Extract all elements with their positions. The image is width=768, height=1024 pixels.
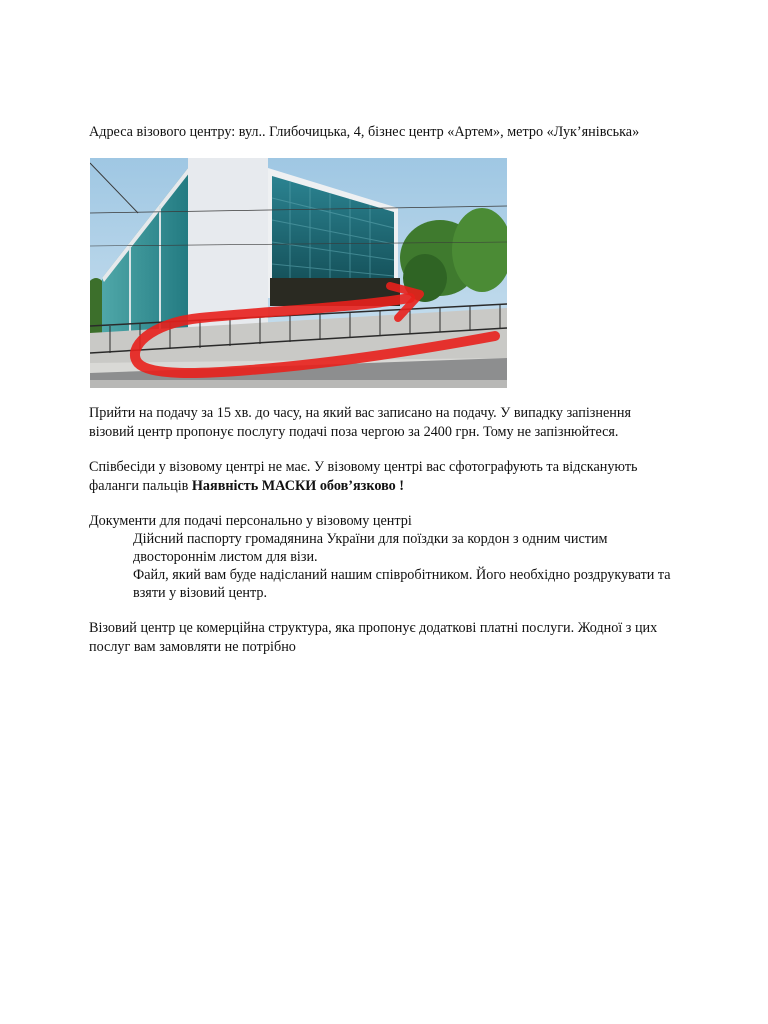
document-item-file-line-2: взяти у візовий центр. xyxy=(133,585,267,601)
documents-heading: Документи для подачі персонально у візовому центрі xyxy=(89,513,412,529)
document-item-file-line-1: Файл, який вам буде надісланий нашим співробітником. Його необхідно роздрукувати та xyxy=(133,567,671,583)
note-line-2: послуг вам замовляти не потрібно xyxy=(89,639,296,655)
fingerprint-text: фаланги пальців xyxy=(89,478,192,494)
note-line-1: Візовий центр це комерційна структура, яка пропонує додаткові платні послуги. Жодної з цих xyxy=(89,620,658,636)
interview-line-1: Співбесіди у візовому центрі не має. У візовому центрі вас сфотографують та відсканують xyxy=(89,459,638,475)
document-item-passport-line-2: двостороннім листом для візи. xyxy=(133,549,318,565)
submission-time-line-2: візовий центр пропонує послугу подачі поза чергою за 2400 грн. Тому не запізнюйтеся. xyxy=(89,424,619,440)
interview-line-2 xyxy=(89,477,404,495)
address-line: Адреса візового центру: вул.. Глибочицька, 4, бізнес центр «Артем», метро «Лук’янівська» xyxy=(89,124,640,140)
document-item-passport-line-1: Дійсний паспорту громадянина України для поїздки за кордон з одним чистим xyxy=(133,531,608,547)
submission-time-line-1: Прийти на подачу за 15 хв. до часу, на який вас записано на подачу. У випадку запізнення xyxy=(89,405,632,421)
visa-center-building-photo xyxy=(90,158,507,388)
mask-required-text: Наявність МАСКИ обов’язково ! xyxy=(191,478,404,494)
